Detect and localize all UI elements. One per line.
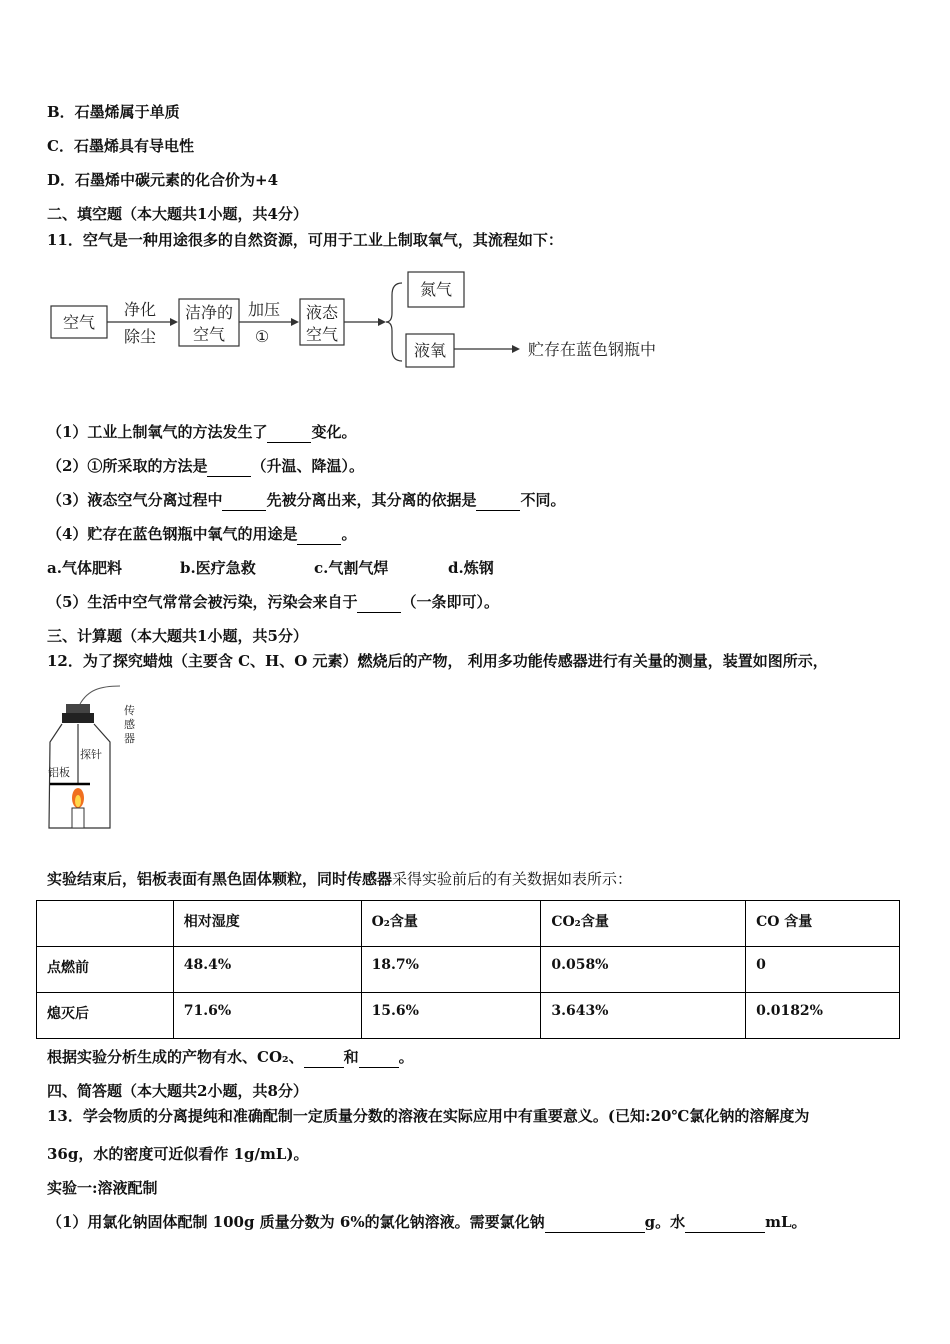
q13-p1-text-a: （1）用氯化钠固体配制 100g 质量分数为 6%的氯化钠溶液。需要氯化钠 [47,1213,545,1231]
option-c: C．石墨烯具有导电性 [47,137,194,155]
storage-label: 贮存在蓝色钢瓶中 [528,340,657,359]
clean-air-label: 空气 [192,325,226,344]
q11-option-d: d.炼钢 [448,559,494,577]
question-13-stem-2: 36g，水的密度可近似看作 1g/mL)。 [47,1145,309,1163]
answer-blank[interactable] [207,456,251,477]
plate-label: 铝板 [48,766,70,779]
q11-part-5 [47,592,499,613]
purify-label: 净化 [123,300,157,319]
stopper-top [66,704,90,714]
sensor-char-2: 感 [124,718,135,731]
answer-blank[interactable] [222,490,266,511]
question-13-stem-1: 13．学会物质的分离提纯和准确配制一定质量分数的溶液在实际应用中有重要意义。(已知:20℃氯化钠的溶解度为 [47,1107,810,1125]
q11-p1-text-b: 变化。 [311,423,357,441]
clean-label: 洁净的 [184,303,234,322]
conclusion-text-a: 根据实验分析生成的产物有水、CO₂、 [47,1048,304,1066]
stopper-cap [62,713,94,723]
flame-core-icon [75,795,81,807]
table-cell: 0.058% [541,947,746,993]
answer-blank[interactable] [267,422,311,443]
table-header-cell: 相对湿度 [173,901,361,947]
sensor-wire [80,686,120,704]
oxygen-production-flowchart [0,265,950,385]
air-label: 空气 [62,313,96,332]
table-cell: 18.7% [361,947,541,993]
result-text-normal: 采得实验前后的有关数据如表所示： [392,870,633,888]
q11-part-3 [47,490,565,511]
q12-conclusion [47,1047,414,1068]
table-cell: 48.4% [173,947,361,993]
section-3-title: 三、计算题（本大题共1小题，共5分） [47,627,308,645]
q13-part-1 [47,1212,807,1233]
q11-p5-text-b: （一条即可）。 [401,593,499,611]
pressure-label: 加压 [247,300,281,319]
q11-p5-text-a: （5）生活中空气常常会被污染，污染会来自于 [47,593,358,611]
q11-option-a: a.气体肥料 [47,559,122,577]
q11-p3-text-a: （3）液态空气分离过程中 [47,491,223,509]
dust-label: 除尘 [123,327,157,346]
experiment-result-text [47,869,632,889]
table-cell: 3.643% [541,993,746,1039]
conclusion-text-b: 和 [343,1048,359,1066]
answer-blank[interactable] [685,1212,765,1233]
arrowhead-2 [291,318,299,326]
step-1-label: ① [254,327,270,346]
option-d: D．石墨烯中碳元素的化合价为+4 [47,171,279,189]
arrowhead-1 [170,318,178,326]
question-11-stem: 11．空气是一种用途很多的自然资源，可用于工业上制取氧气，其流程如下： [47,231,563,249]
liquid-label: 液态 [305,303,339,322]
table-header-cell: O₂含量 [361,901,541,947]
q11-part-1 [47,422,356,443]
answer-blank[interactable] [359,1047,399,1068]
q11-part-2 [47,456,364,477]
answer-blank[interactable] [545,1212,645,1233]
result-text-bold: 实验结束后，铝板表面有黑色固体颗粒，同时传感器 [47,870,393,888]
probe-label: 探针 [80,748,102,761]
q11-p3-text-b: 先被分离出来，其分离的依据是 [266,491,477,509]
table-cell: 熄灭后 [37,993,174,1039]
q11-p4-text-a: （4）贮存在蓝色钢瓶中氧气的用途是 [47,525,298,543]
table-row [37,947,900,993]
candle-sensor-apparatus [38,680,148,840]
table-cell: 71.6% [173,993,361,1039]
table-header-row [37,901,900,947]
section-4-title: 四、简答题（本大题共2小题，共8分） [47,1082,308,1100]
split-brace [386,283,402,361]
answer-blank[interactable] [476,490,520,511]
q11-option-c: c.气割气焊 [314,559,389,577]
answer-blank[interactable] [357,592,401,613]
q11-part-4 [47,524,356,545]
sensor-char-3: 器 [124,732,135,745]
table-cell: 点燃前 [37,947,174,993]
candle-icon [72,808,84,828]
q11-p1-text-a: （1）工业上制氧气的方法发生了 [47,423,268,441]
table-header-cell [37,901,174,947]
answer-blank[interactable] [297,524,341,545]
table-cell: 0 [746,947,900,993]
table-row [37,993,900,1039]
conclusion-text-c: 。 [398,1048,414,1066]
liquid-air-label: 空气 [305,325,339,344]
nitrogen-label: 氮气 [419,280,453,299]
q13-p1-text-b: g。水 [644,1213,686,1231]
answer-blank[interactable] [304,1047,344,1068]
q11-option-b: b.医疗急救 [180,559,256,577]
q11-p2-text-a: （2）①所采取的方法是 [47,457,208,475]
measurement-table [36,900,900,1039]
section-2-title: 二、填空题（本大题共1小题，共4分） [47,205,308,223]
experiment-1-title: 实验一:溶液配制 [47,1179,158,1197]
q11-p2-text-b: （升温、降温）。 [251,457,364,475]
q13-p1-text-c: mL。 [765,1213,807,1231]
q11-p3-text-c: 不同。 [520,491,566,509]
table-header-cell: CO 含量 [746,901,900,947]
arrowhead-3 [378,318,386,326]
option-b: B．石墨烯属于单质 [47,103,180,121]
table-header-cell: CO₂含量 [541,901,746,947]
table-cell: 15.6% [361,993,541,1039]
sensor-char-1: 传 [124,704,135,717]
arrowhead-4 [512,345,520,353]
q11-p4-text-b: 。 [341,525,357,543]
table-cell: 0.0182% [746,993,900,1039]
liquid-oxygen-label: 液氧 [413,341,447,360]
question-12-stem: 12．为了探究蜡烛（主要含 C、H、O 元素）燃烧后的产物， 利用多功能传感器进行有关量的测量，装置如图所示， [47,652,828,670]
